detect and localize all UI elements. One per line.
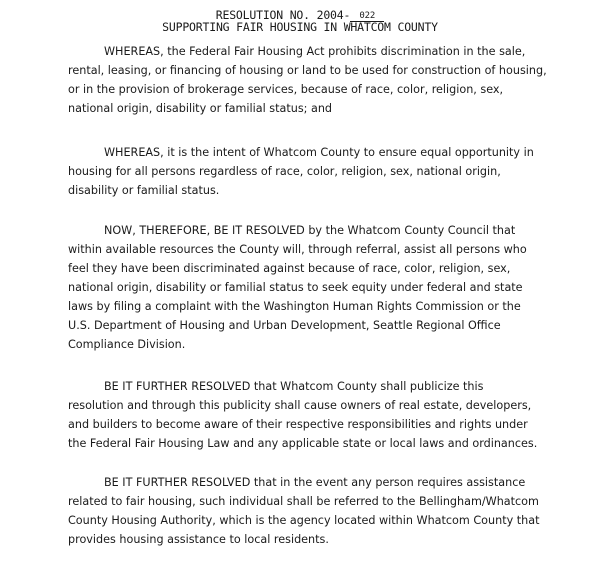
paragraph-line: BE IT FURTHER RESOLVED that Whatcom County shall publicize this (104, 380, 484, 393)
paragraph-line: WHEREAS, the Federal Fair Housing Act prohibits discrimination in the sale, (104, 45, 526, 58)
resolution-number: 022 (350, 11, 384, 22)
paragraph-line: within available resources the County will, through referral, assist all persons who (68, 243, 527, 256)
paragraph-line: rental, leasing, or financing of housing or land to be used for construction of housing, (68, 64, 547, 77)
paragraph-line: County Housing Authority, which is the agency located within Whatcom County that (68, 514, 540, 527)
whereas-paragraph-2 (68, 143, 588, 200)
resolution-title-prefix: RESOLUTION NO. 2004- (215, 8, 351, 22)
paragraph-line: Compliance Division. (68, 338, 186, 351)
paragraph-line: U.S. Department of Housing and Urban Development, Seattle Regional Office (68, 319, 501, 332)
paragraph-line: feel they have been discriminated against because of race, color, religion, sex, (68, 262, 511, 275)
paragraph-line: NOW, THEREFORE, BE IT RESOLVED by the Whatcom County Council that (104, 224, 516, 237)
paragraph-line: BE IT FURTHER RESOLVED that in the event any person requires assistance (104, 476, 526, 489)
paragraph-line: provides housing assistance to local residents. (68, 533, 329, 546)
resolution-subtitle: SUPPORTING FAIR HOUSING IN WHATCOM COUNTY (162, 20, 438, 34)
paragraph-line: the Federal Fair Housing Law and any applicable state or local laws and ordinances. (68, 437, 538, 450)
paragraph-line: and builders to become aware of their respective responsibilities and rights under (68, 418, 528, 431)
paragraph-line: laws by filing a complaint with the Washington Human Rights Commission or the (68, 300, 521, 313)
paragraph-line: housing for all persons regardless of race, color, religion, sex, national origin, (68, 165, 501, 178)
paragraph-line: national origin, disability or familial status to seek equity under federal and state (68, 281, 523, 294)
resolved-paragraph (68, 221, 588, 354)
paragraph-line: or in the provision of brokerage services, because of race, color, religion, sex, (68, 83, 504, 96)
whereas-paragraph-1 (68, 42, 588, 118)
further-resolved-paragraph-2 (68, 473, 588, 549)
paragraph-line: WHEREAS, it is the intent of Whatcom County to ensure equal opportunity in (104, 146, 534, 159)
paragraph-line: resolution and through this publicity shall cause owners of real estate, developers, (68, 399, 532, 412)
paragraph-line: related to fair housing, such individual shall be referred to the Bellingham/Whatcom (68, 495, 539, 508)
paragraph-line: disability or familial status. (68, 184, 220, 197)
further-resolved-paragraph-1 (68, 377, 588, 453)
paragraph-line: national origin, disability or familial status; and (68, 102, 333, 115)
